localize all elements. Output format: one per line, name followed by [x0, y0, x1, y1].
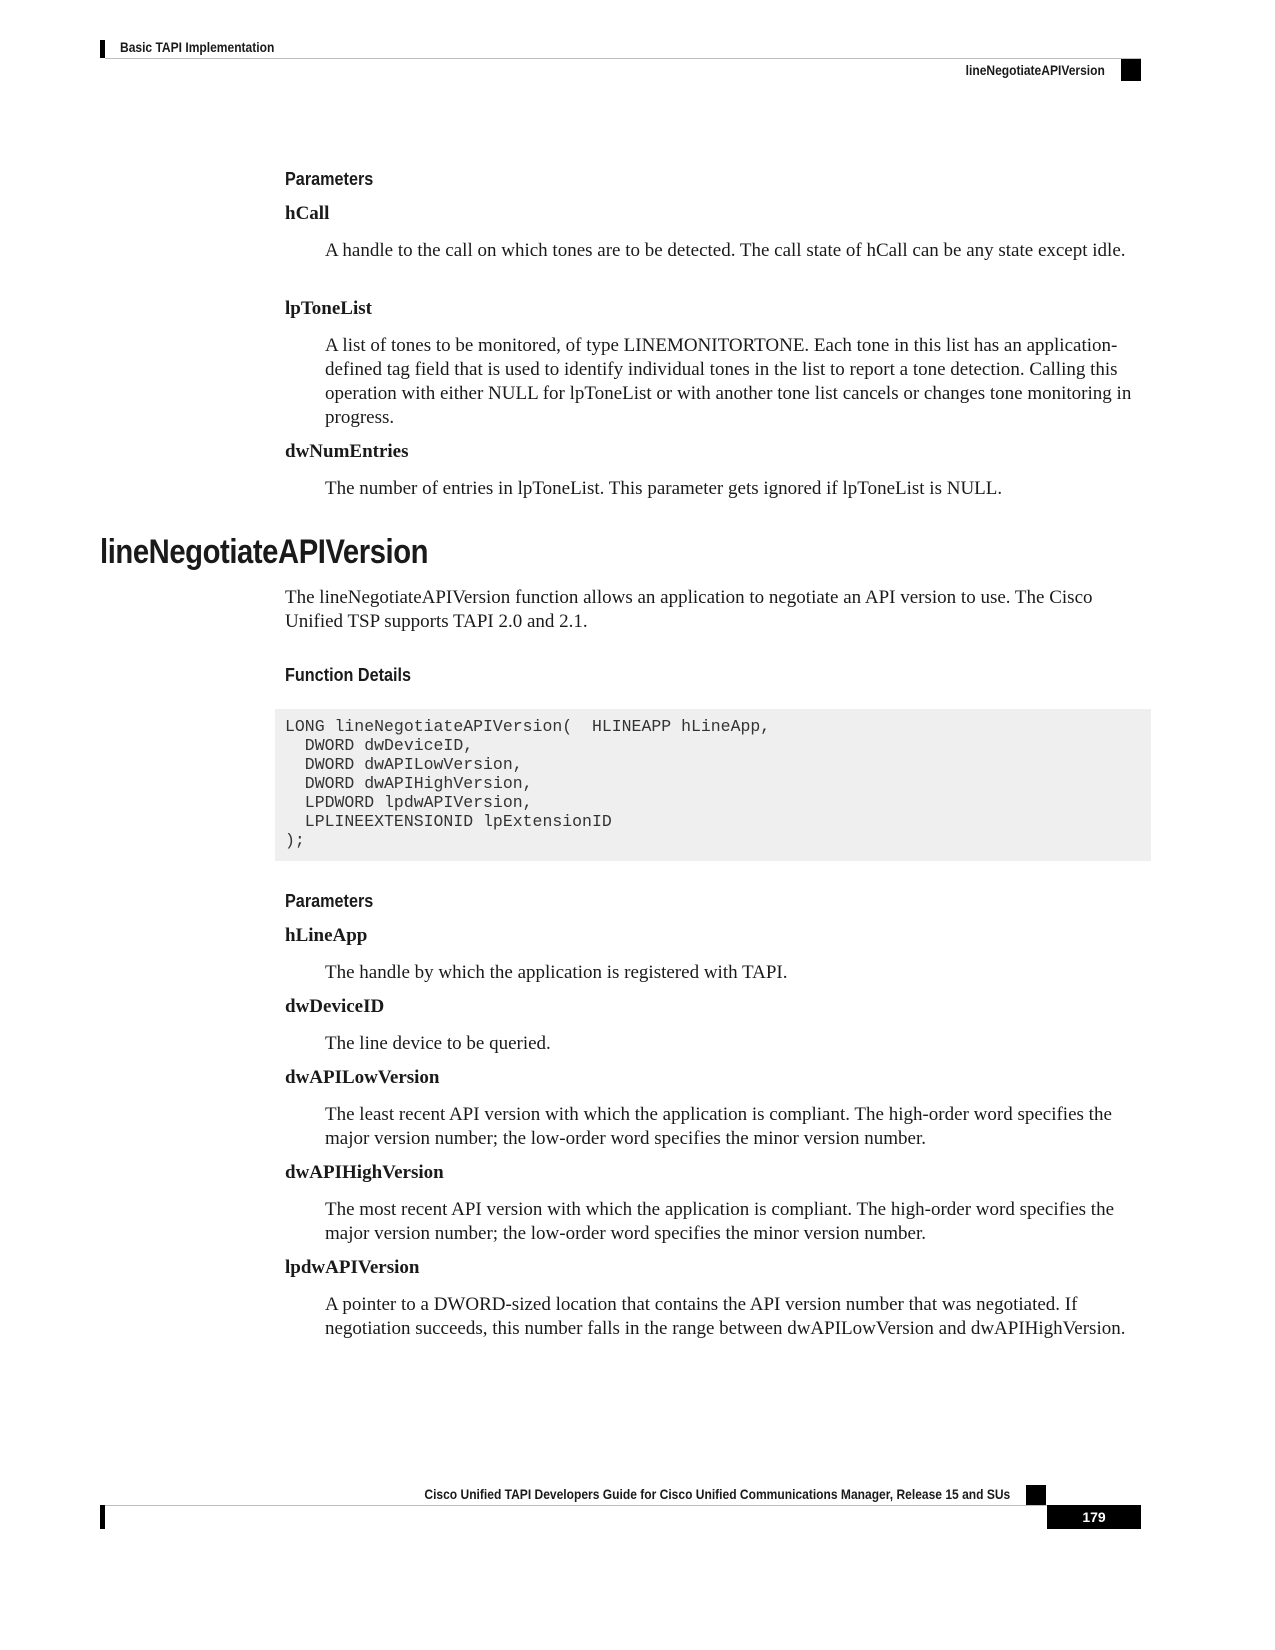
header-block — [1121, 59, 1141, 81]
param-desc-hcall: A handle to the call on which tones are to be detected. The call state of hCall can be any state except idle. — [325, 240, 1126, 261]
header-bar — [100, 40, 105, 58]
param-name-hlineapp: hLineApp — [285, 925, 368, 946]
function-details-heading: Function Details — [285, 665, 412, 685]
parameters-heading: Parameters — [285, 891, 374, 911]
function-signature: LONG lineNegotiateAPIVersion( HLINEAPP hLineApp, DWORD dwDeviceID, DWORD dwAPILowVersion, DWORD dwAPIHighVersion, LPDWORD lpdwAPIVersion, LPLINEEXTENSIONID lpExtensionID ); — [285, 717, 771, 850]
param-desc-dwapilowversion: The least recent API version with which the application is compliant. The high-order word specifies the major version number; the low-order word specifies the minor version number. — [325, 1104, 1112, 1149]
header-topic-title: lineNegotiateAPIVersion — [965, 62, 1105, 78]
section-title: lineNegotiateAPIVersion — [100, 533, 429, 571]
param-name-lptonelist: lpToneList — [285, 298, 372, 319]
param-name-dwdeviceid: dwDeviceID — [285, 996, 385, 1017]
footer-title: Cisco Unified TAPI Developers Guide for Cisco Unified Communications Manager, Release 15 and SUs — [424, 1486, 1010, 1502]
footer-block — [1026, 1485, 1046, 1505]
param-desc-lpdwapiversion: A pointer to a DWORD-sized location that contains the API version number that was negotiated. If negotiation succeeds, this number falls in the range between dwAPILowVersion and dwAPIHighVersion. — [325, 1294, 1126, 1339]
param-name-lpdwapiversion: lpdwAPIVersion — [285, 1257, 420, 1278]
page-number: 179 — [1047, 1505, 1141, 1529]
param-desc-hlineapp: The handle by which the application is registered with TAPI. — [325, 962, 788, 983]
prev-parameters-heading: Parameters — [285, 169, 374, 189]
footer-rule — [105, 1505, 1047, 1506]
code-block — [275, 709, 1151, 861]
header-section-title: Basic TAPI Implementation — [120, 39, 275, 55]
param-desc-dwdeviceid: The line device to be queried. — [325, 1033, 551, 1054]
param-name-hcall: hCall — [285, 203, 330, 224]
param-name-dwapilowversion: dwAPILowVersion — [285, 1067, 440, 1088]
param-desc-lptonelist: A list of tones to be monitored, of type LINEMONITORTONE. Each tone in this list has an application-defined tag field that is used to identify individual tones in the list to report a tone detection. Calling this operation with either NULL for lpToneList or with another tone list cancels or changes tone monitoring in progress. — [325, 335, 1132, 428]
footer-bar — [100, 1505, 105, 1529]
section-intro: The lineNegotiateAPIVersion function allows an application to negotiate an API version to use. The Cisco Unified TSP supports TAPI 2.0 and 2.1. — [285, 587, 1093, 632]
param-name-dwnumentries: dwNumEntries — [285, 441, 409, 462]
header-rule — [105, 58, 1141, 59]
param-name-dwapihighversion: dwAPIHighVersion — [285, 1162, 444, 1183]
param-desc-dwnumentries: The number of entries in lpToneList. This parameter gets ignored if lpToneList is NULL. — [325, 478, 1003, 499]
param-desc-dwapihighversion: The most recent API version with which the application is compliant. The high-order word specifies the major version number; the low-order word specifies the minor version number. — [325, 1199, 1115, 1244]
